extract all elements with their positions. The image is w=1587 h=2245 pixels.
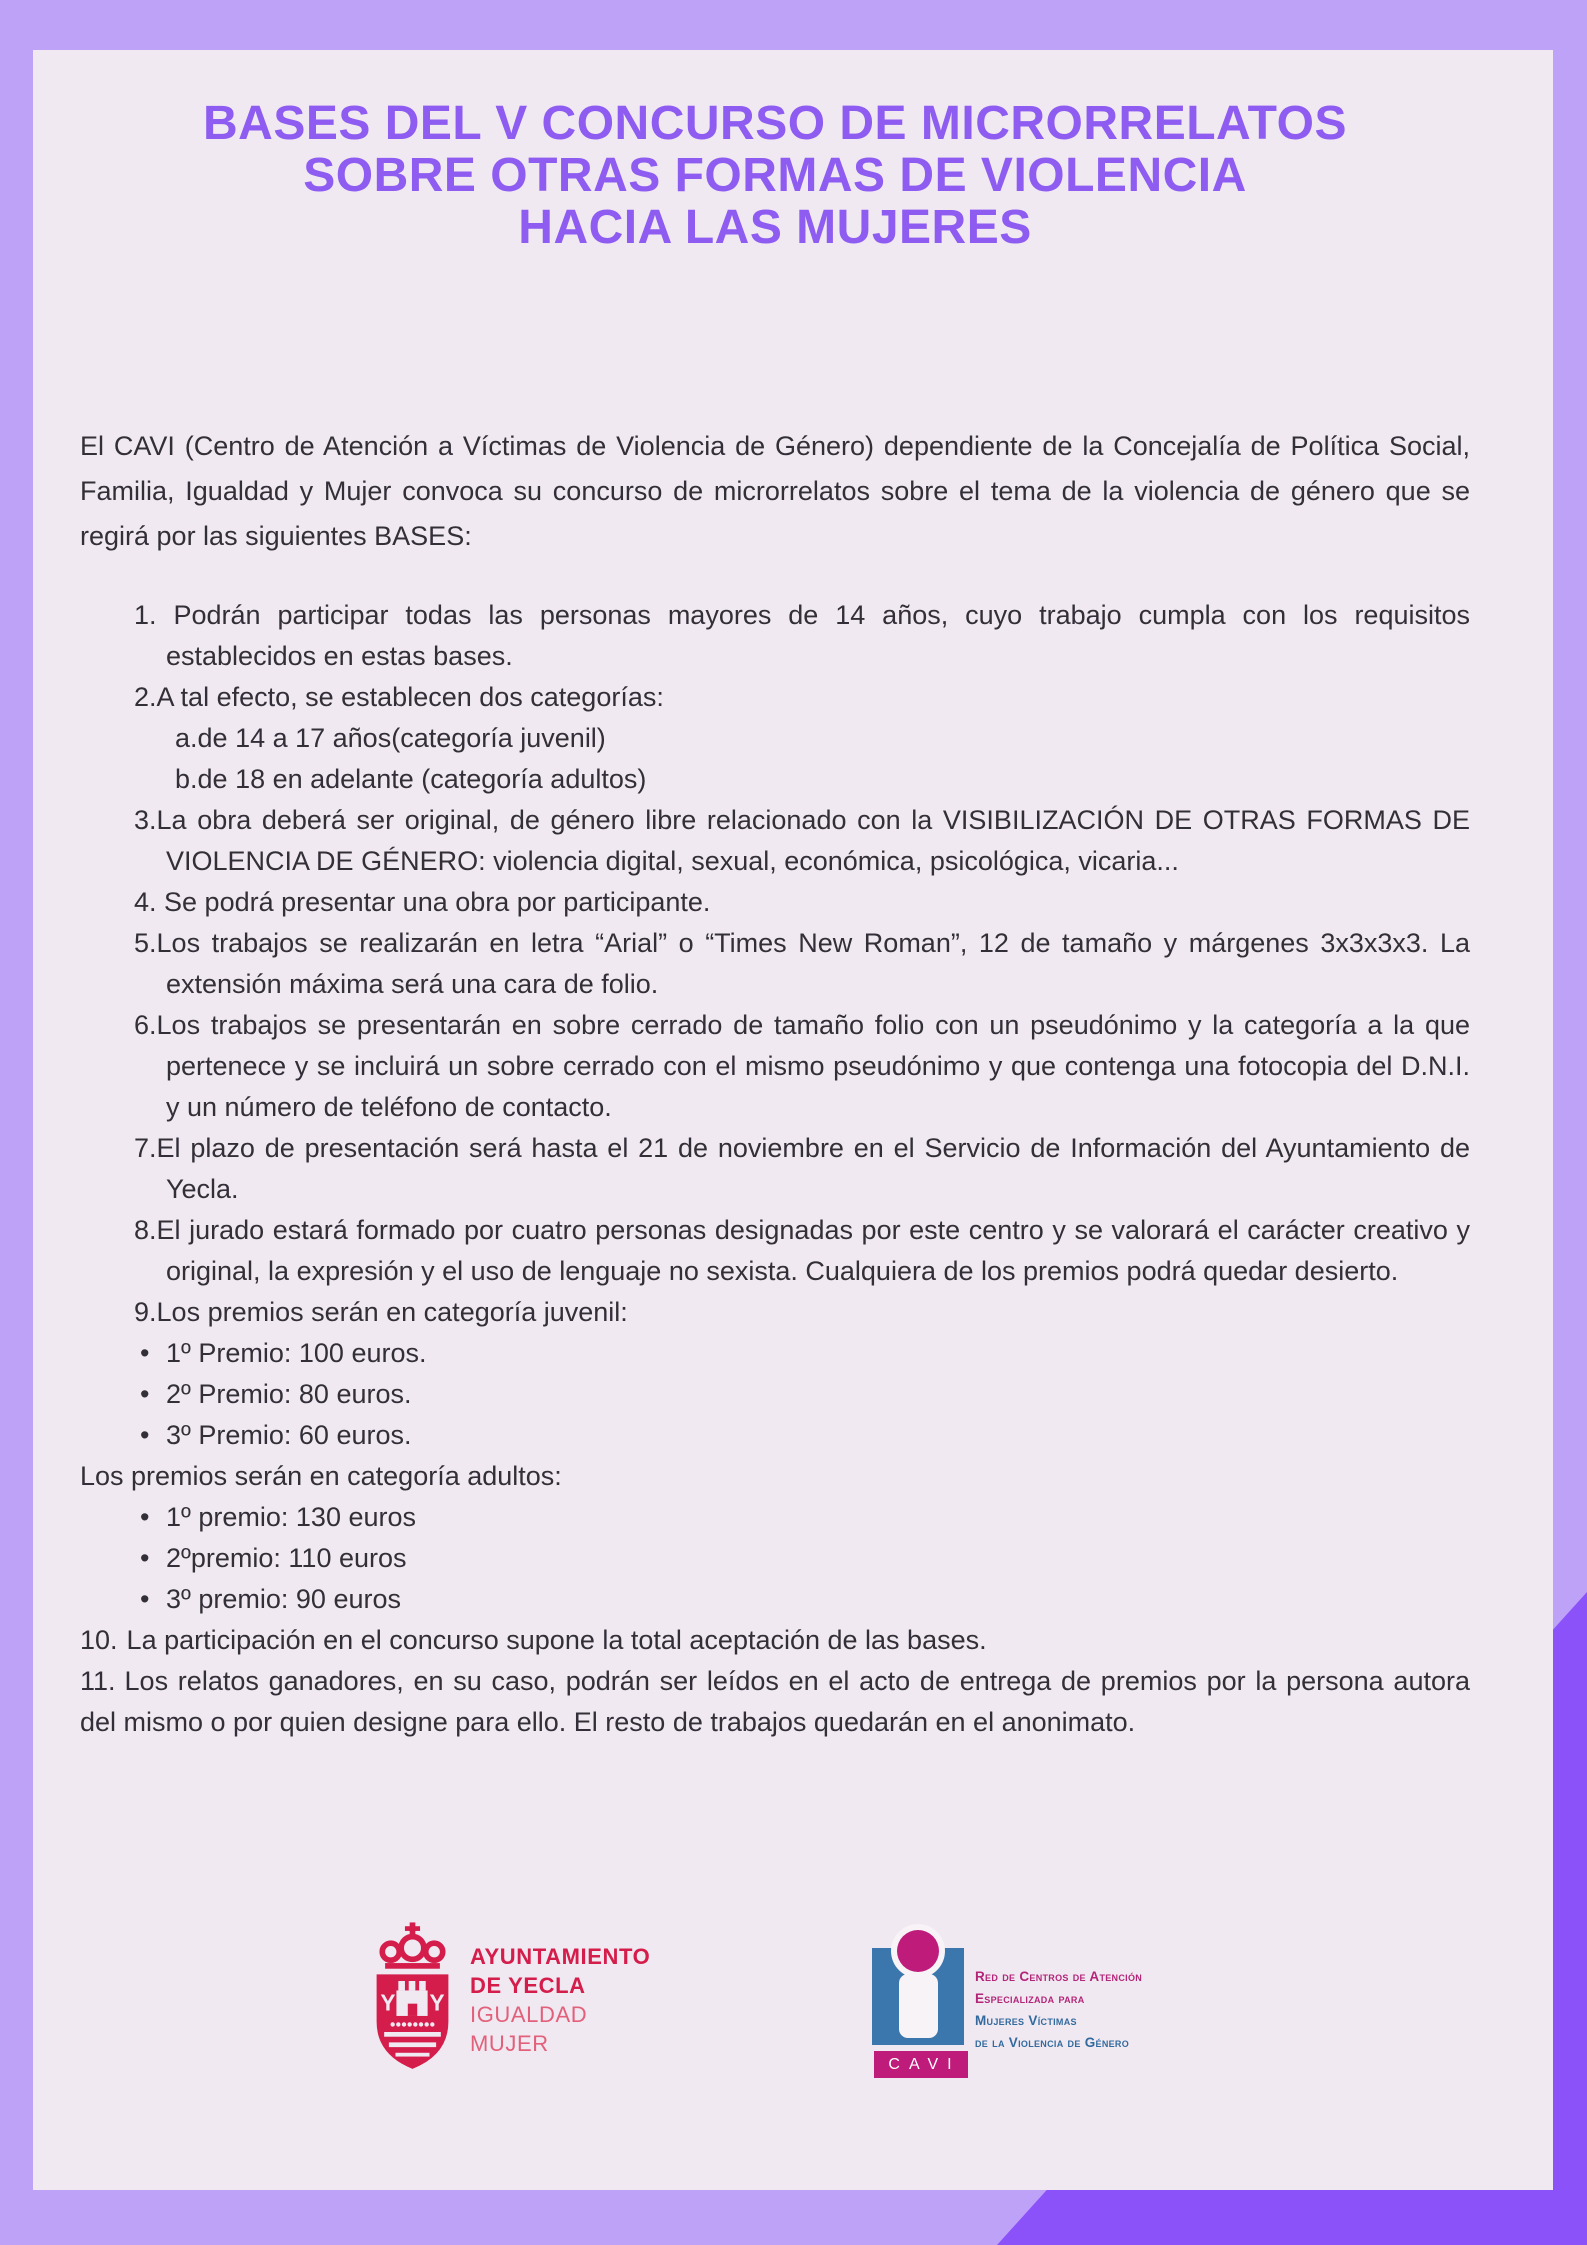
rules-list <box>80 595 1470 1743</box>
rule-item-marker: 1. <box>134 600 157 630</box>
rule-item-marker: 4. <box>134 887 157 917</box>
rule-item <box>80 595 1470 677</box>
rule-item-marker: 6. <box>134 1010 157 1040</box>
rule-item-marker: 2. <box>134 682 157 712</box>
rule-item <box>80 1292 1470 1333</box>
rule-item-marker: 5. <box>134 928 157 958</box>
bullet-icon: • <box>140 1338 150 1368</box>
cavi-desc-line: de la Violencia de Género <box>975 2035 1130 2050</box>
rule-item-text: 3º premio: 90 euros <box>166 1584 401 1614</box>
rule-item-text: Podrán participar todas las personas mayores de 14 años, cuyo trabajo cumpla con los requisitos establecidos en estas bases. <box>156 600 1470 671</box>
bullet-icon: • <box>140 1420 150 1450</box>
bullet-icon: • <box>140 1379 150 1409</box>
cavi-desc-line: Red de Centros de Atención <box>975 1969 1143 1984</box>
title-line-3: HACIA LAS MUJERES <box>518 201 1032 254</box>
rule-item-marker: b. <box>175 764 198 794</box>
rule-item-text: Se podrá presentar una obra por participante. <box>156 887 711 917</box>
yecla-logo <box>370 1922 455 2079</box>
cavi-logo-text <box>975 1966 1142 2054</box>
yecla-dept-line: IGUALDAD <box>470 2002 588 2027</box>
svg-text:Y: Y <box>380 1989 396 2016</box>
rule-item-text: Los trabajos se realizarán en letra “Arial” o “Times New Roman”, 12 de tamaño y márgenes 3x3x3x3. La extensión máxima será una cara de folio. <box>156 928 1470 999</box>
cavi-i-body-shape <box>899 1974 938 2038</box>
title-line-2: SOBRE OTRAS FORMAS DE VIOLENCIA <box>303 149 1247 202</box>
rule-item-text: 1º Premio: 100 euros. <box>166 1338 427 1368</box>
rule-item-text: El jurado estará formado por cuatro personas designadas por este centro y se valorará el carácter creativo y original, la expresión y el uso de lenguaje no sexista. Cualquiera de los premios podrá quedar desierto. <box>156 1215 1470 1286</box>
rule-item <box>80 718 1470 759</box>
yecla-crest-icon <box>370 1922 455 2074</box>
rule-item <box>80 1661 1470 1743</box>
rule-bullet-item <box>80 1333 1470 1374</box>
rule-item-text: de 14 a 17 años(categoría juvenil) <box>197 723 606 753</box>
rule-item-text: Los premios serán en categoría juvenil: <box>156 1297 628 1327</box>
rule-item-marker: 11. <box>80 1666 116 1696</box>
intro-paragraph: El CAVI (Centro de Atención a Víctimas de Violencia de Género) dependiente de la Concejalía de Política Social, Familia, Igualdad y Mujer convoca su concurso de microrrelatos sobre el tema de la violencia de género que se regirá por las siguientes BASES: <box>80 431 1470 551</box>
rule-item-text: La participación en el concurso supone la total aceptación de las bases. <box>126 1625 987 1655</box>
rule-item-text: 2ºpremio: 110 euros <box>166 1543 407 1573</box>
yecla-name-line: AYUNTAMIENTO <box>470 1944 651 1969</box>
rule-item <box>80 882 1470 923</box>
cavi-i-dot-shape <box>897 1930 939 1972</box>
rule-item-marker: 8. <box>134 1215 157 1245</box>
title-line-1: BASES DEL V CONCURSO DE MICRORRELATOS <box>203 97 1347 150</box>
bullet-icon: • <box>140 1502 150 1532</box>
document-content <box>33 98 1553 1743</box>
rule-item <box>80 1456 1470 1497</box>
cavi-logo-icon <box>872 1930 972 2080</box>
rule-item-text: Los premios serán en categoría adultos: <box>80 1461 562 1491</box>
rule-bullet-item <box>80 1374 1470 1415</box>
rule-item <box>80 677 1470 718</box>
rule-item-text: 1º premio: 130 euros <box>166 1502 417 1532</box>
document-sheet <box>33 50 1553 2190</box>
cavi-acronym: CAVI <box>874 2051 968 2078</box>
cavi-desc-line: Especializada para <box>975 1991 1085 2006</box>
rule-item-text: 3º Premio: 60 euros. <box>166 1420 412 1450</box>
rule-item-marker: 9. <box>134 1297 157 1327</box>
rule-item-marker: 3. <box>134 805 157 835</box>
rule-item-text: 2º Premio: 80 euros. <box>166 1379 412 1409</box>
cavi-desc-line: Mujeres Víctimas <box>975 2013 1077 2028</box>
rule-item-text: La obra deberá ser original, de género libre relacionado con la VISIBILIZACIÓN DE OTRAS FORMAS DE VIOLENCIA DE GÉNERO: violencia digital, sexual, económica, psicológica, vicaria... <box>156 805 1470 876</box>
rule-item <box>80 1005 1470 1128</box>
rule-item-marker: a. <box>175 723 198 753</box>
rule-bullet-item <box>80 1497 1470 1538</box>
yecla-logo-text <box>470 1942 650 2058</box>
yecla-dept-line: MUJER <box>470 2031 549 2056</box>
rule-item <box>80 1210 1470 1292</box>
rule-item <box>80 1620 1470 1661</box>
rule-item-text: Los trabajos se presentarán en sobre cerrado de tamaño folio con un pseudónimo y la categoría a la que pertenece y se incluirá un sobre cerrado con el mismo pseudónimo y que contenga una fotocopia del D.N.I. y un número de teléfono de contacto. <box>156 1010 1470 1122</box>
rule-item <box>80 759 1470 800</box>
rule-bullet-item <box>80 1538 1470 1579</box>
rule-item-text: Los relatos ganadores, en su caso, podrán ser leídos en el acto de entrega de premios por la persona autora del mismo o por quien designe para ello. El resto de trabajos quedarán en el anonimato. <box>80 1666 1470 1737</box>
rule-item <box>80 800 1470 882</box>
rule-item-text: El plazo de presentación será hasta el 21 de noviembre en el Servicio de Información del Ayuntamiento de Yecla. <box>156 1133 1470 1204</box>
yecla-name-line: DE YECLA <box>470 1973 586 1998</box>
rule-item-text: A tal efecto, se establecen dos categorías: <box>156 682 664 712</box>
rule-item <box>80 1128 1470 1210</box>
rule-item <box>80 923 1470 1005</box>
rule-bullet-item <box>80 1579 1470 1620</box>
rule-item-marker: 7. <box>134 1133 157 1163</box>
page-title <box>80 98 1470 254</box>
svg-text:Y: Y <box>429 1989 445 2016</box>
rule-item-marker: 10. <box>80 1625 118 1655</box>
bullet-icon: • <box>140 1584 150 1614</box>
rule-item-text: de 18 en adelante (categoría adultos) <box>197 764 647 794</box>
rule-bullet-item <box>80 1415 1470 1456</box>
bullet-icon: • <box>140 1543 150 1573</box>
